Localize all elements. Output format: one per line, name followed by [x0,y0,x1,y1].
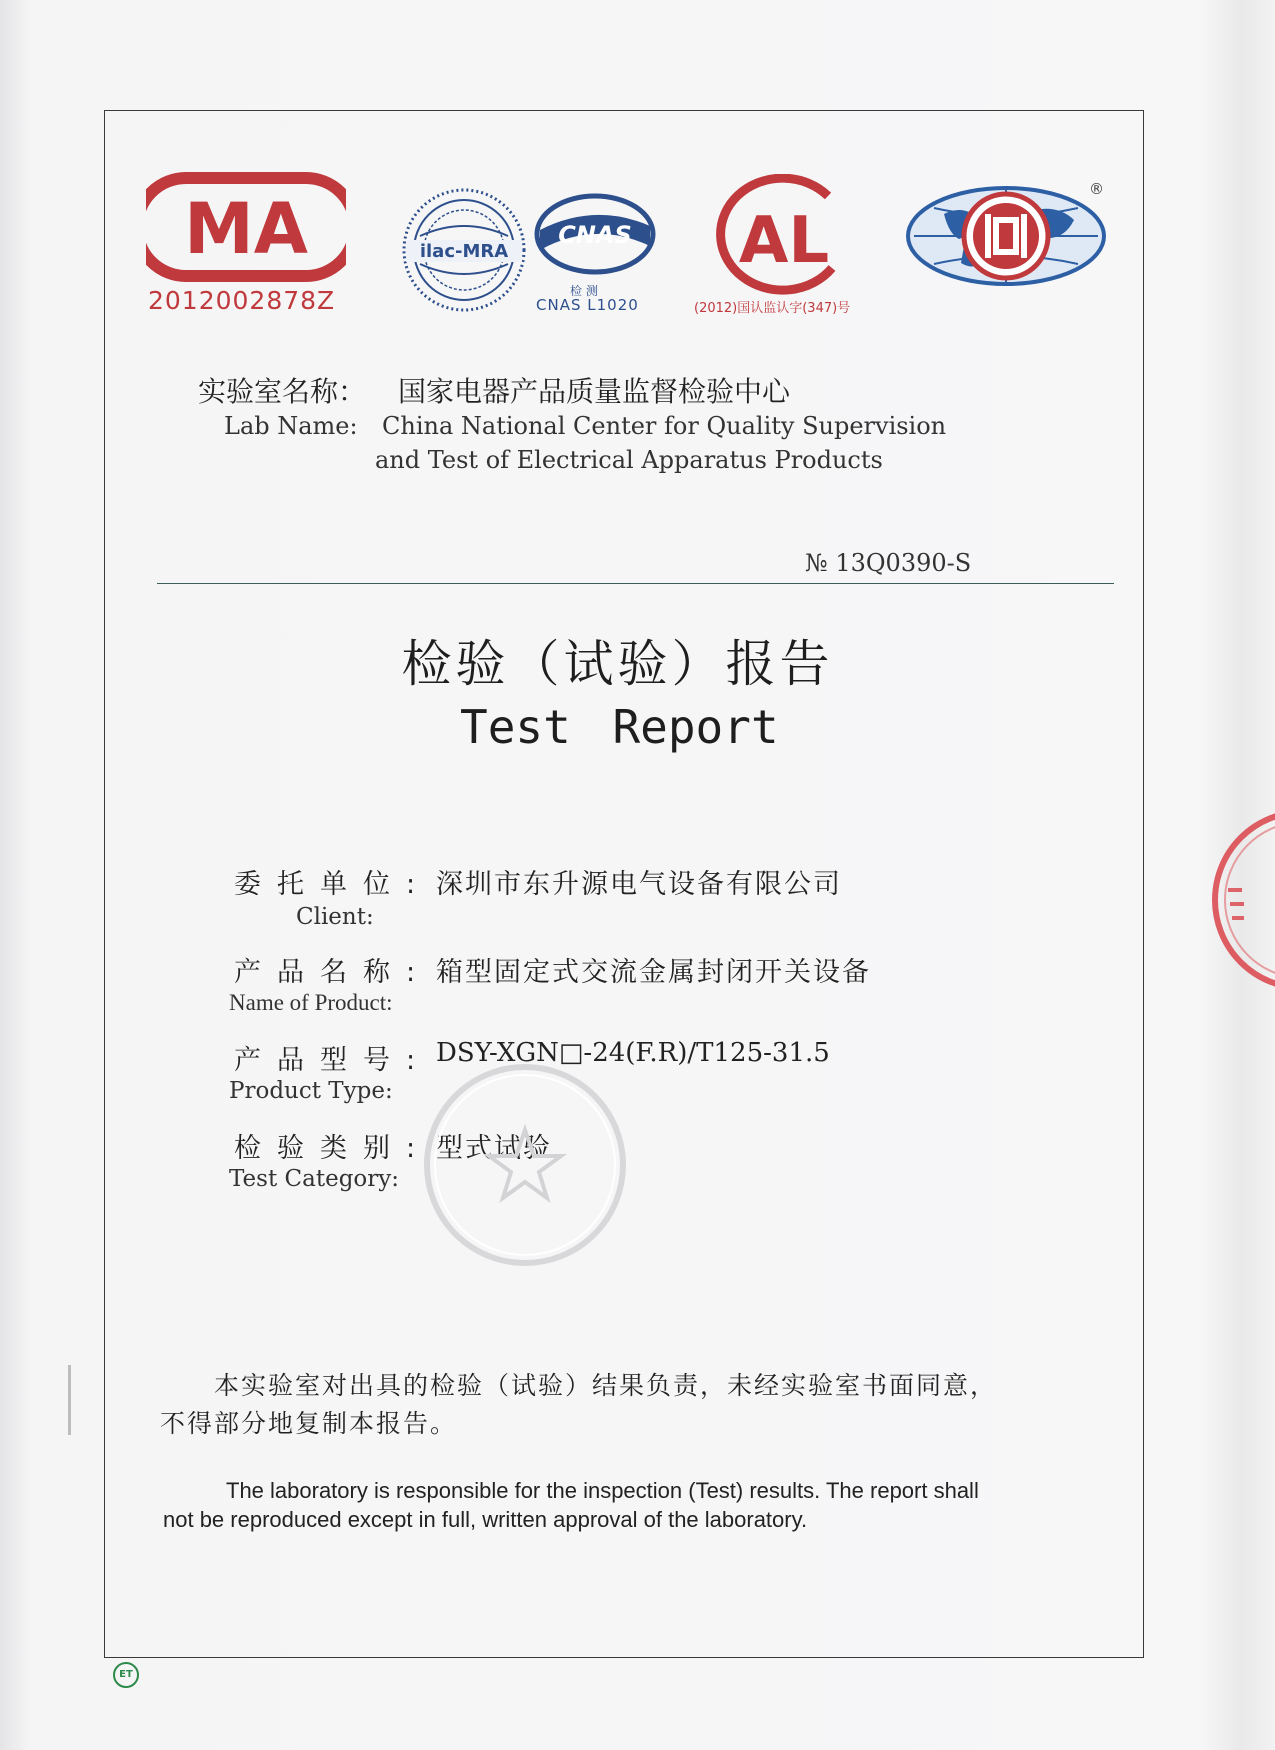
cal-logo-icon [710,174,856,296]
embossed-seal-icon [420,1060,630,1270]
ilac-mra-text: ilac-MRA [419,241,509,262]
cma-number: 2012002878Z [148,286,336,315]
product-name-value: 箱型固定式交流金属封闭开关设备 [436,957,871,988]
cnas-text: CNAS [558,221,632,249]
binding-mark [68,1365,71,1435]
report-title-en: Test Report [460,700,779,754]
client-value: 深圳市东升源电气设备有限公司 [436,869,842,900]
cal-text: AL [738,204,830,278]
cnas-sub-label: 检 测 [570,284,598,298]
disclaimer-en-line1: The laboratory is responsible for the inspection (Test) results. The report shall [226,1478,979,1503]
client-label-en: Client: [296,904,374,930]
test-category-label-en: Test Category: [229,1166,399,1192]
product-type-label-en: Product Type: [229,1078,393,1104]
red-seal-stamp-icon [1208,800,1275,1000]
product-type-value: DSY-XGN□-24(F.R)/T125-31.5 [436,1038,830,1068]
lab-name-label-en: Lab Name: [224,412,358,440]
registered-mark: ® [1089,180,1104,198]
report-title-cn: 检验（试验）报告 [401,635,834,693]
lab-name-cn: 国家电器产品质量监督检验中心 [398,375,791,408]
cnas-caption: CNAS L1020 [536,296,639,314]
et-footer-mark: ET [113,1662,139,1688]
ilac-mra-logo-icon [400,186,528,314]
disclaimer-en-line2: not be reproduced except in full, written approval of the laboratory. [163,1507,808,1532]
lab-name-en-line2: and Test of Electrical Apparatus Products [375,446,883,474]
lab-name-label-cn: 实验室名称： [198,375,367,408]
report-number: № 13Q0390-S [805,549,972,577]
cal-caption: (2012)国认监认字(347)号 [694,301,851,316]
test-category-value: 型式试验 [436,1133,552,1164]
cma-letters: MA [184,188,308,270]
disclaimer-cn-line2: 不得部分地复制本报告。 [160,1409,458,1438]
product-name-label-cn: 产品名称: [234,957,432,988]
globe-seal-logo-icon [904,184,1108,288]
disclaimer-cn-line1: 本实验室对出具的检验（试验）结果负责，未经实验室书面同意， [214,1371,998,1400]
client-label-cn: 委托单位: [234,869,432,900]
cma-logo-icon [146,168,346,286]
cnas-logo-icon [530,186,660,286]
product-type-label-cn: 产品型号: [234,1045,432,1076]
lab-name-en-line1: China National Center for Quality Supervision [382,412,947,440]
header-divider [157,583,1114,584]
product-name-label-en: Name of Product: [229,990,393,1015]
test-category-label-cn: 检验类别: [234,1133,432,1164]
